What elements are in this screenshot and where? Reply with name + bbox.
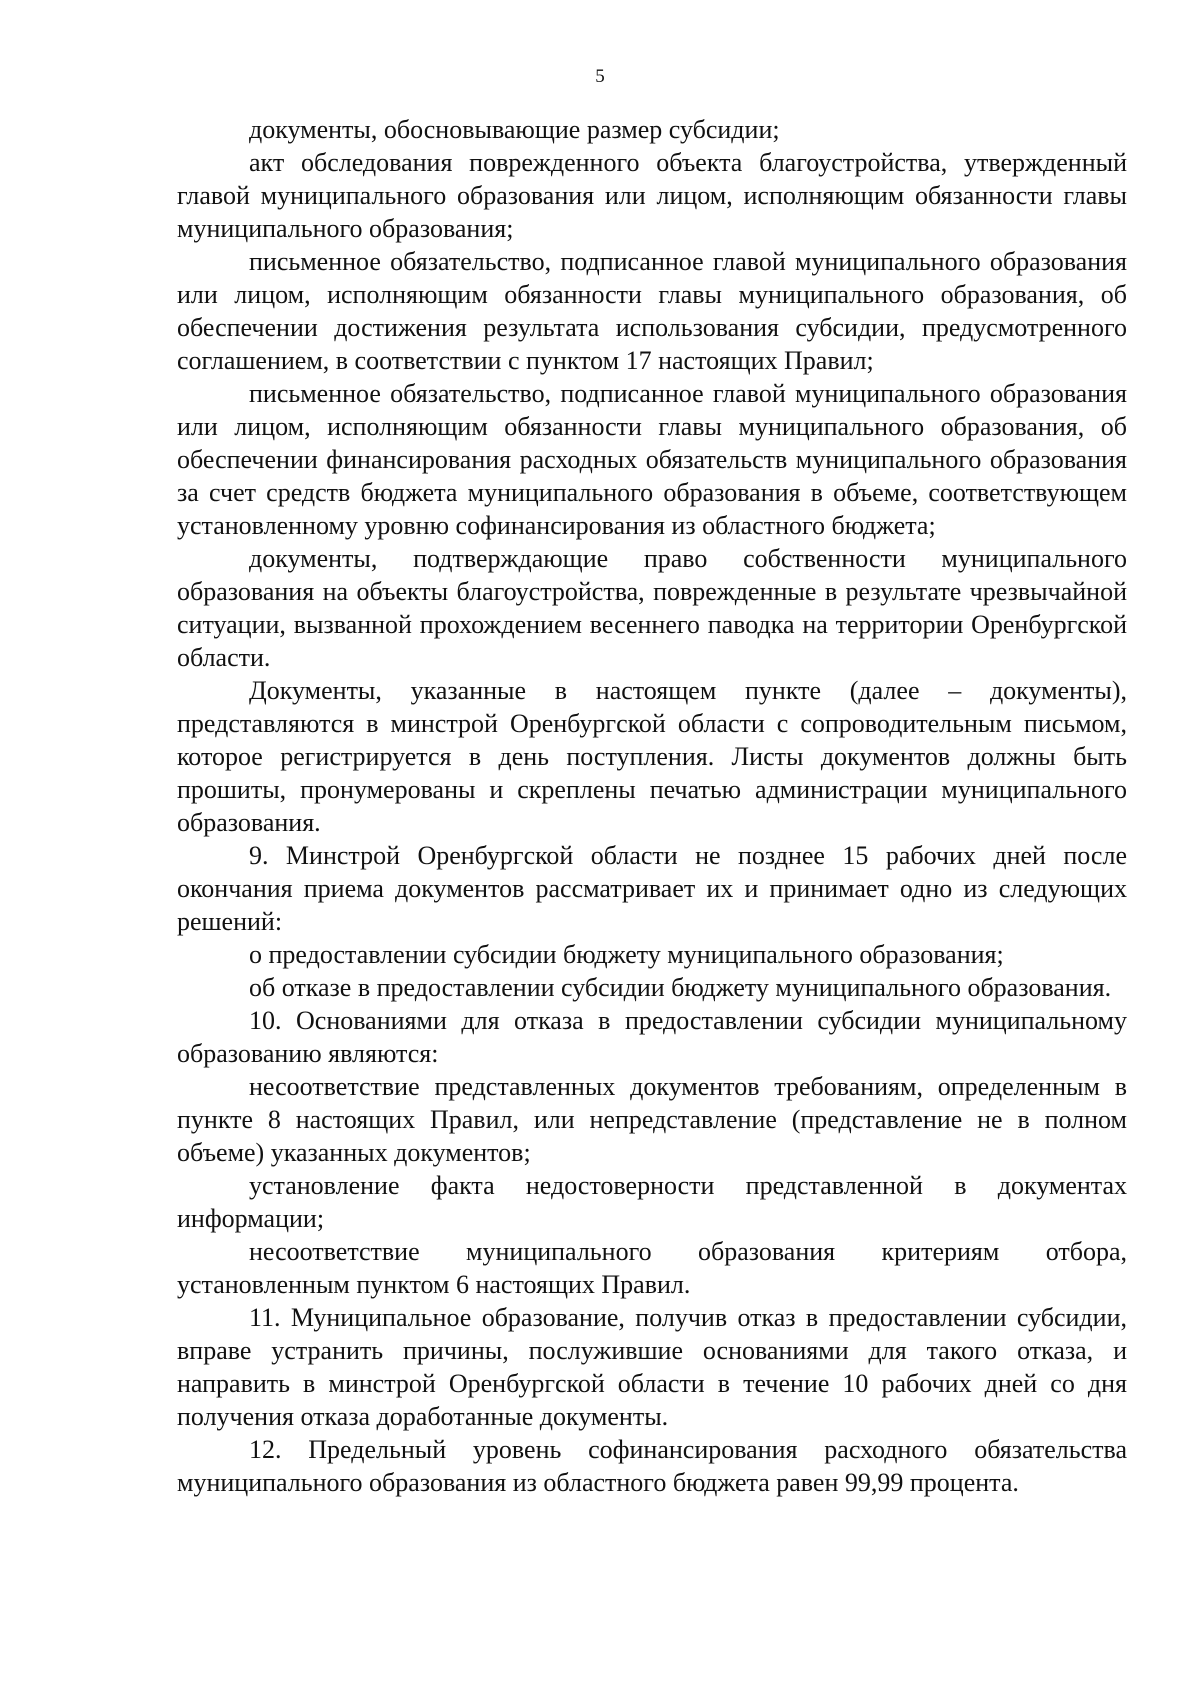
paragraph-10: 10. Основаниями для отказа в предоставлении субсидии муниципальному образованию являются:: [177, 1006, 1127, 1068]
page-number: 5: [595, 66, 605, 87]
paragraph-9: об отказе в предоставлении субсидии бюджету муниципального образования.: [249, 973, 1112, 1002]
paragraph-5: документы, подтверждающие право собственности муниципального образования на объекты благоустройства, поврежденные в результате чрезвычайной ситуации, вызванной прохождением весеннего паводка на территории Оренбургской области.: [177, 544, 1127, 672]
paragraph-13: несоответствие муниципального образования критериям отбора, установленным пунктом 6 настоящих Правил.: [177, 1237, 1127, 1299]
document-body: [177, 113, 1127, 1499]
paragraph-7: 9. Минстрой Оренбургской области не позднее 15 рабочих дней после окончания приема документов рассматривает их и принимает одно из следующих решений:: [177, 841, 1127, 936]
paragraph-2: акт обследования поврежденного объекта благоустройства, утвержденный главой муниципального образования или лицом, исполняющим обязанности главы муниципального образования;: [177, 148, 1127, 243]
paragraph-11: несоответствие представленных документов требованиям, определенным в пункте 8 настоящих Правил, или непредставление (представление не в полном объеме) указанных документов;: [177, 1072, 1127, 1167]
paragraph-15: 12. Предельный уровень софинансирования расходного обязательства муниципального образования из областного бюджета равен 99,99 процента.: [177, 1435, 1127, 1497]
paragraph-12: установление факта недостоверности представленной в документах информации;: [177, 1171, 1127, 1233]
paragraph-3: письменное обязательство, подписанное главой муниципального образования или лицом, исполняющим обязанности главы муниципального образования, об обеспечении достижения результата использования субсидии, предусмотренного соглашением, в соответствии с пунктом 17 настоящих Правил;: [177, 247, 1127, 375]
paragraph-4: письменное обязательство, подписанное главой муниципального образования или лицом, исполняющим обязанности главы муниципального образования, об обеспечении финансирования расходных обязательств муниципального образования за счет средств бюджета муниципального образования в объеме, соответствующем установленному уровню софинансирования из областного бюджета;: [177, 379, 1127, 540]
paragraph-8: о предоставлении субсидии бюджету муниципального образования;: [249, 940, 1004, 969]
paragraph-1: документы, обосновывающие размер субсидии;: [249, 115, 780, 144]
paragraph-14: 11. Муниципальное образование, получив отказ в предоставлении субсидии, вправе устранить причины, послужившие основаниями для такого отказа, и направить в минстрой Оренбургской области в течение 10 рабочих дней со дня получения отказа доработанные документы.: [177, 1303, 1127, 1431]
paragraph-6: Документы, указанные в настоящем пункте (далее – документы), представляются в минстрой Оренбургской области с сопроводительным письмом, которое регистрируется в день поступления. Листы документов должны быть прошиты, пронумерованы и скреплены печатью администрации муниципального образования.: [177, 676, 1127, 837]
